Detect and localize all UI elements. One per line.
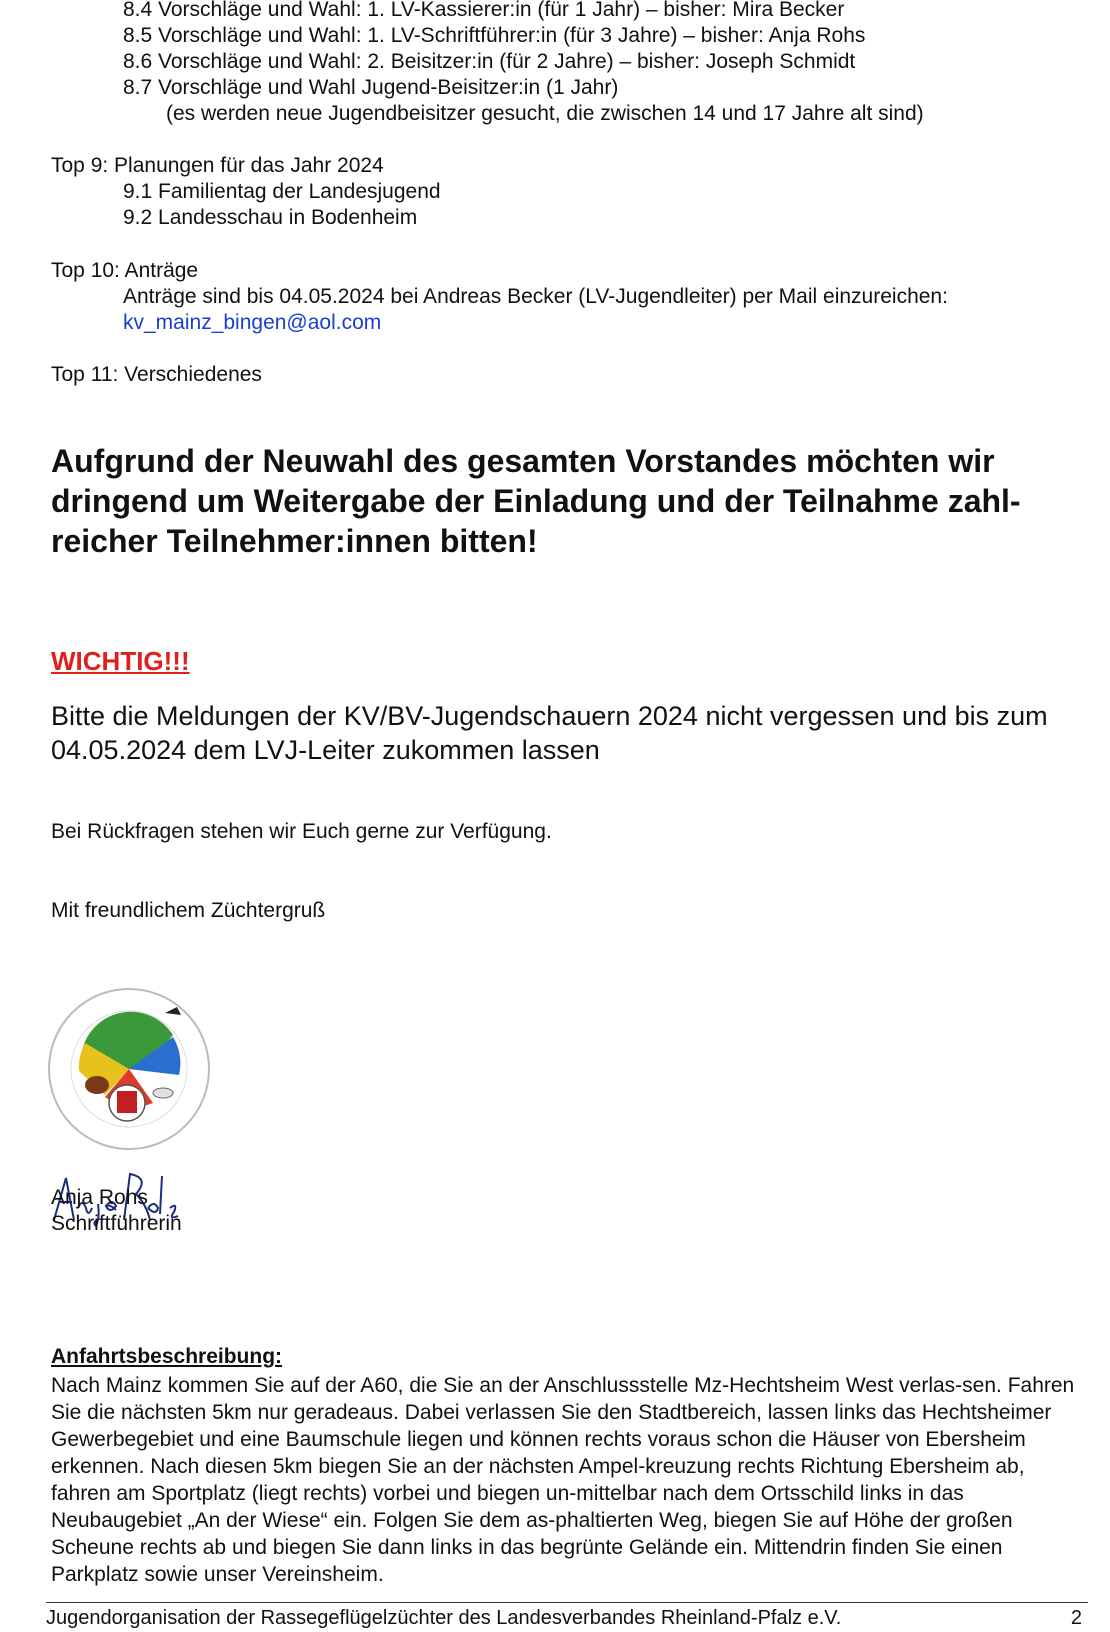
directions-title: Anfahrtsbeschreibung:	[51, 1345, 283, 1368]
top11-title: Top 11: Verschiedenes	[51, 363, 262, 386]
agenda-item-8-5: 8.5 Vorschläge und Wahl: 1. LV-Schriftführer:in (für 3 Jahre) – bisher: Anja Rohs	[123, 24, 866, 47]
agenda-item-8-6: 8.6 Vorschläge und Wahl: 2. Beisitzer:in (für 2 Jahre) – bisher: Joseph Schmidt	[123, 50, 856, 73]
top10-title: Top 10: Anträge	[51, 259, 199, 282]
agenda-item-9-1: 9.1 Familientag der Landesjugend	[123, 180, 441, 203]
page-number: 2	[1070, 1607, 1082, 1629]
closing-text: Mit freundlichem Züchtergruß	[51, 899, 326, 922]
top9-title: Top 9: Planungen für das Jahr 2024	[51, 154, 384, 177]
agenda-item-8-7-note: (es werden neue Jugendbeisitzer gesucht, die zwischen 14 und 17 Jahre alt sind)	[166, 102, 924, 125]
agenda-item-9-2: 9.2 Landesschau in Bodenheim	[123, 206, 418, 229]
questions-text: Bei Rückfragen stehen wir Euch gerne zur Verfügung.	[51, 820, 552, 843]
appeal-heading: Aufgrund der Neuwahl des gesamten Vorstandes möchten wir dringend um Weitergabe der Einladung und der Teilnahme zahl-reicher Teilnehmer:innen bitten!	[51, 443, 1021, 559]
page-footer	[46, 1602, 1088, 1630]
signer-name: Anja Rohs	[51, 1186, 148, 1209]
footer-org: Jugendorganisation der Rassegeflügelzüchter des Landesverbandes Rheinland-Pfalz e.V.	[46, 1607, 842, 1629]
important-text: Bitte die Meldungen der KV/BV-Jugendschauern 2024 nicht vergessen und bis zum 04.05.2024 dem LVJ-Leiter zukommen lassen	[51, 701, 1048, 765]
email-link[interactable]: kv_mainz_bingen@aol.com	[123, 311, 382, 334]
top10-text: Anträge sind bis 04.05.2024 bei Andreas Becker (LV-Jugendleiter) per Mail einzureichen:	[123, 285, 948, 308]
important-label: WICHTIG!!!	[51, 646, 190, 676]
agenda-item-8-4: 8.4 Vorschläge und Wahl: 1. LV-Kassierer:in (für 1 Jahr) – bisher: Mira Becker	[123, 0, 845, 21]
directions-text: Nach Mainz kommen Sie auf der A60, die Sie an der Anschlussstelle Mz-Hechtsheim West verlas-sen. Fahren Sie die nächsten 5km nur geradeaus. Dabei verlassen Sie den Stadtbereich, lassen links das Hechtsheimer Gewerbegebiet und eine Baumschule liegen und können rechts voraus schon die Häuser von Ebersheim erkennen. Nach diesen 5km biegen Sie an der nächsten Ampel-kreuzung rechts Richtung Ebersheim ab, fahren am Sportplatz (liegt rechts) vorbei und biegen un-mittelbar nach dem Ortsschild links in das Neubaugebiet „An der Wiese“ ein. Folgen Sie dem as-phaltierten Weg, biegen Sie auf Höhe der großen Scheune rechts ab und biegen Sie dann links in das begrünte Gelände ein. Mittendrin finden Sie einen Parkplatz sowie unser Vereinsheim.	[51, 1374, 1075, 1586]
signer-role: Schriftführerin	[51, 1212, 182, 1235]
club-logo-icon	[45, 985, 213, 1153]
agenda-item-8-7: 8.7 Vorschläge und Wahl Jugend-Beisitzer:in (1 Jahr)	[123, 76, 619, 99]
